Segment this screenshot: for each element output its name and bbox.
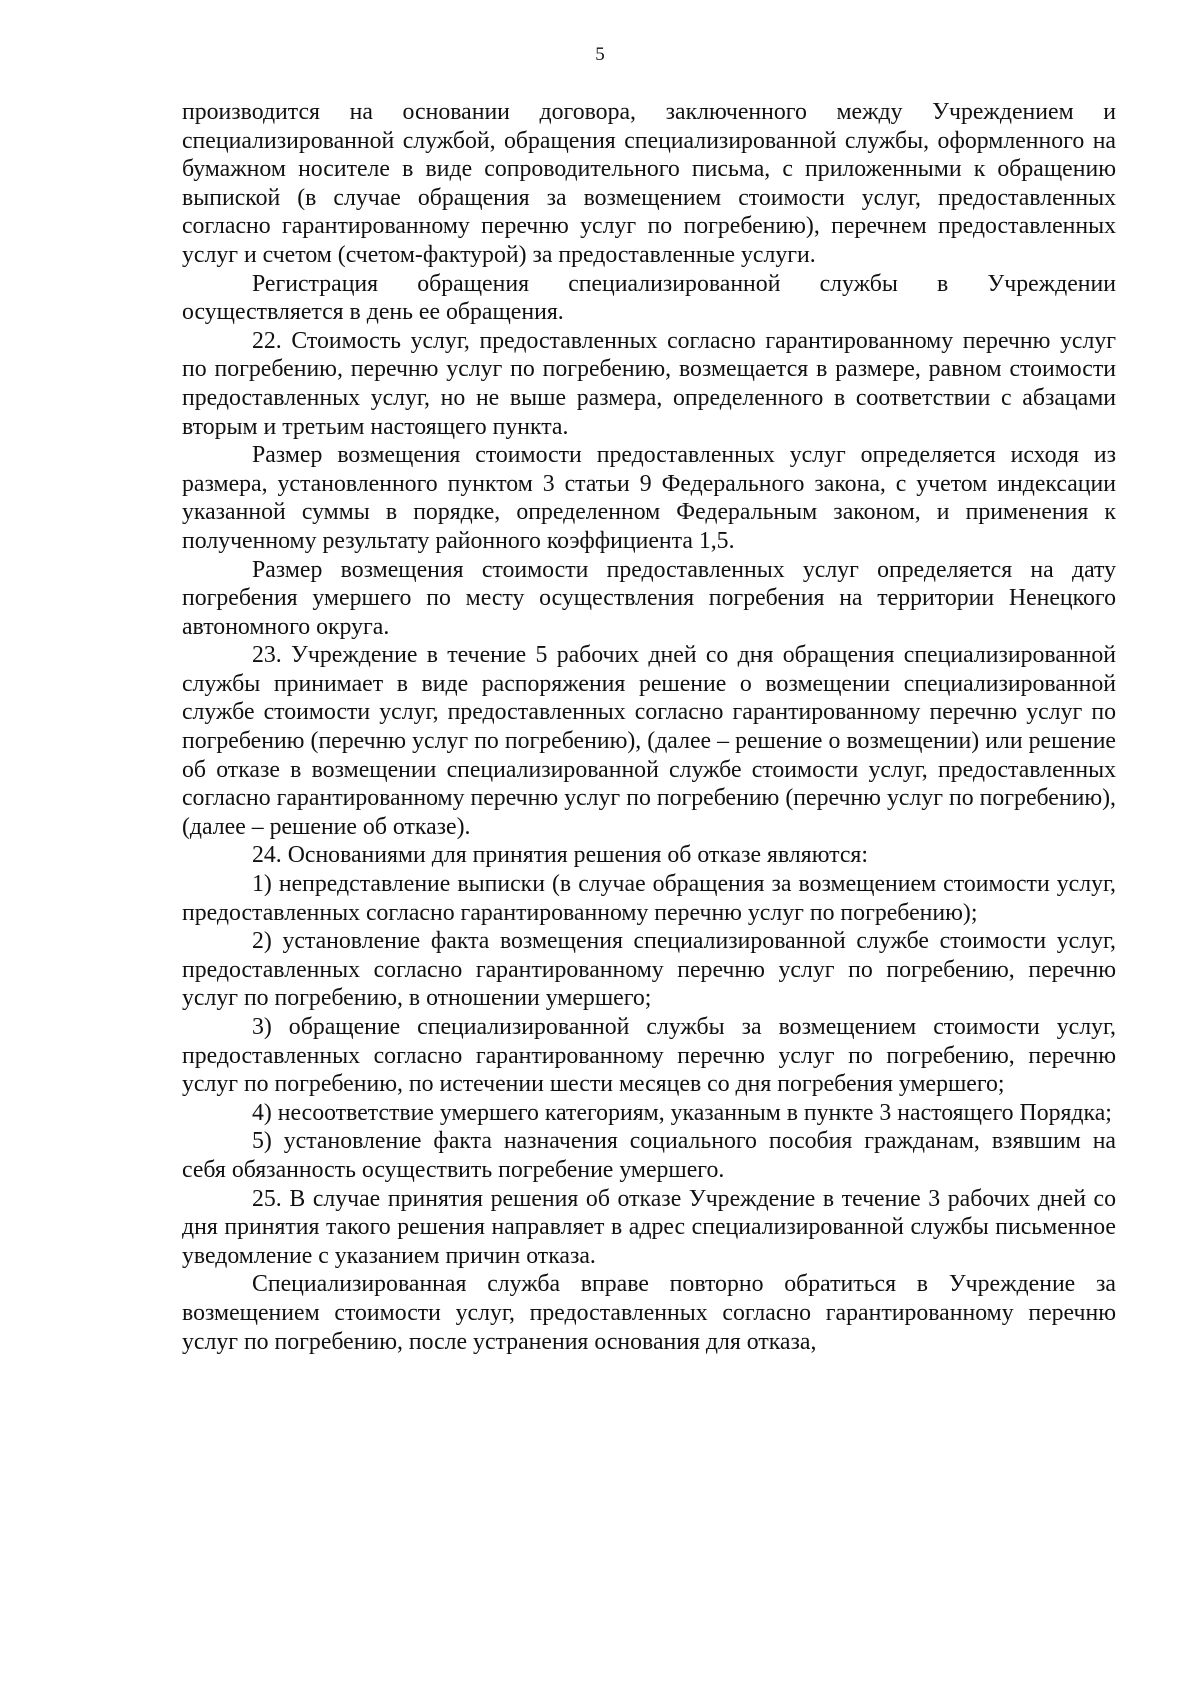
list-item-refusal-2: 2) установление факта возмещения специализированной службе стоимости услуг, предоставленных согласно гарантированному перечню услуг по погребению, перечню услуг по погребению, в отношении умершего;	[182, 928, 1116, 1012]
paragraph-reapplication: Специализированная служба вправе повторно обратиться в Учреждение за возмещением стоимости услуг, предоставленных согласно гарантированному перечню услуг по погребению, после устранения основания для отказа,	[182, 1271, 1116, 1355]
page-number: 5	[595, 44, 605, 65]
paragraph-continuation: производится на основании договора, заключенного между Учреждением и специализированной службой, обращения специализированной службы, оформленного на бумажном носителе в виде сопроводительного письма, с приложенными к обращению выпиской (в случае обращения за возмещением стоимости услуг, предоставленных согласно гарантированному перечню услуг по погребению), перечнем предоставленных услуг и счетом (счетом-фактурой) за предоставленные услуги.	[182, 99, 1116, 268]
paragraph-clause-22: 22. Стоимость услуг, предоставленных согласно гарантированному перечню услуг по погребению, перечню услуг по погребению, возмещается в размере, равном стоимости предоставленных услуг, но не выше размера, определенного в соответствии с абзацами вторым и третьим настоящего пункта.	[182, 327, 1116, 440]
list-item-refusal-4: 4) несоответствие умершего категориям, указанным в пункте 3 настоящего Порядка;	[252, 1099, 1112, 1126]
list-item-refusal-5: 5) установление факта назначения социального пособия гражданам, взявшим на себя обязанность осуществить погребение умершего.	[182, 1128, 1116, 1183]
paragraph-clause-24: 24. Основаниями для принятия решения об отказе являются:	[252, 842, 868, 869]
paragraph-registration: Регистрация обращения специализированной службы в Учреждении осуществляется в день ее обращения.	[182, 270, 1116, 326]
document-body	[182, 98, 1116, 1356]
list-item-refusal-1: 1) непредставление выписки (в случае обращения за возмещением стоимости услуг, предоставленных согласно гарантированному перечню услуг по погребению);	[182, 871, 1116, 926]
paragraph-clause-23: 23. Учреждение в течение 5 рабочих дней со дня обращения специализированной службы принимает в виде распоряжения решение о возмещении специализированной службе стоимости услуг, предоставленных согласно гарантированному перечню услуг по погребению (перечню услуг по погребению), (далее – решение о возмещении) или решение об отказе в возмещении специализированной службе стоимости услуг, предоставленных согласно гарантированному перечню услуг по погребению (перечню услуг по погребению), (далее – решение об отказе).	[182, 642, 1116, 840]
paragraph-clause-25: 25. В случае принятия решения об отказе Учреждение в течение 3 рабочих дней со дня принятия такого решения направляет в адрес специализированной службы письменное уведомление с указанием причин отказа.	[182, 1185, 1116, 1269]
paragraph-compensation-date: Размер возмещения стоимости предоставленных услуг определяется на дату погребения умершего по месту осуществления погребения на территории Ненецкого автономного округа.	[182, 556, 1116, 640]
list-item-refusal-3: 3) обращение специализированной службы за возмещением стоимости услуг, предоставленных согласно гарантированному перечню услуг по погребению, перечню услуг по погребению, по истечении шести месяцев со дня погребения умершего;	[182, 1014, 1116, 1098]
paragraph-compensation-size: Размер возмещения стоимости предоставленных услуг определяется исходя из размера, установленного пунктом 3 статьи 9 Федерального закона, с учетом индексации указанной суммы в порядке, определенном Федеральным законом, и применения к полученному результату районного коэффициента 1,5.	[182, 442, 1116, 554]
